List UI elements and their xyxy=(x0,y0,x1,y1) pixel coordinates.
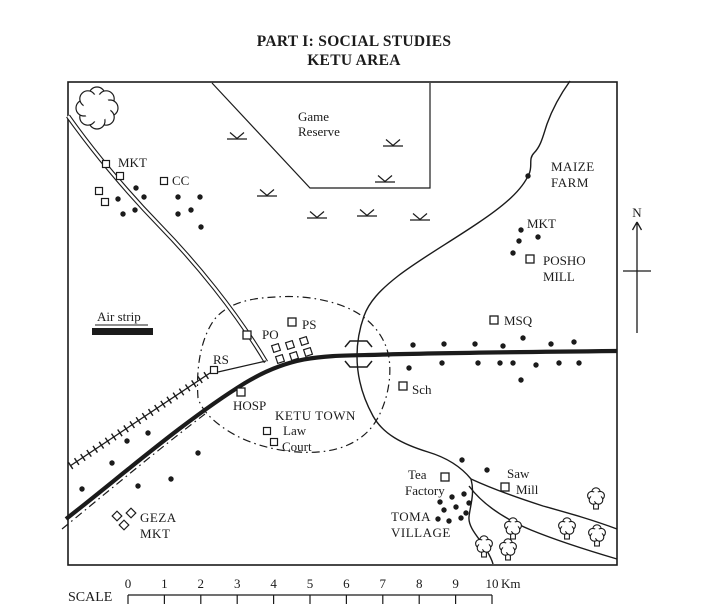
toma-village-label-line1: TOMA xyxy=(391,509,432,524)
swamp-marks xyxy=(227,133,430,221)
scale-tick-1: 1 xyxy=(161,576,168,591)
hut-dot xyxy=(533,362,538,367)
hut-dot xyxy=(133,185,138,190)
hut-dot xyxy=(525,173,530,178)
geza-market-label-line2: MKT xyxy=(140,526,171,541)
maize-farm-label-line2: FARM xyxy=(551,175,589,190)
primary-school-label: PS xyxy=(302,317,317,332)
hut-dot xyxy=(435,516,440,521)
scale-tick-2: 2 xyxy=(197,576,205,591)
hut-dot xyxy=(439,360,444,365)
scale-tick-4: 4 xyxy=(270,576,277,591)
scale-tick-10: 10 xyxy=(485,576,499,591)
tea-factory-label-line2: Factory xyxy=(405,483,445,498)
hut-dot xyxy=(461,491,466,496)
swamp-icon xyxy=(307,212,327,219)
swamp-icon xyxy=(257,190,277,197)
mosque-label: MSQ xyxy=(504,313,533,328)
scale-tick-5: 5 xyxy=(306,576,314,591)
scale-tick-9: 9 xyxy=(452,576,459,591)
swamp-icon xyxy=(383,140,403,147)
maize-farm-label-line1: MAIZE xyxy=(551,159,595,174)
swamp-icon xyxy=(375,176,395,183)
railway-station-square xyxy=(211,367,218,374)
school-label: Sch xyxy=(412,382,432,397)
scale-tick-0: 0 xyxy=(124,576,132,591)
hut-dot xyxy=(518,227,523,232)
hut-dot xyxy=(79,486,84,491)
geza-market-label-line1: GEZA xyxy=(140,510,177,525)
hut-dot xyxy=(472,341,477,346)
hut-dot xyxy=(571,339,576,344)
swamp-icon xyxy=(227,133,247,140)
building-square xyxy=(272,344,281,353)
east-market-label: MKT xyxy=(527,216,556,231)
settlement-dots-east xyxy=(510,173,540,255)
law-court-square xyxy=(264,428,271,435)
hospital-label: HOSP xyxy=(233,398,267,413)
building-square xyxy=(300,337,309,346)
hut-dot xyxy=(197,194,202,199)
building-square xyxy=(102,199,109,206)
law-court-label-line2: Court xyxy=(282,439,312,454)
saw-mill-label-line2: Mill xyxy=(516,482,539,497)
hut-dot xyxy=(175,194,180,199)
scale-label: SCALE xyxy=(68,590,113,605)
building-square xyxy=(290,352,299,361)
market-diamond xyxy=(112,511,122,521)
hut-dot xyxy=(518,377,523,382)
hut-dot xyxy=(497,360,502,365)
game-reserve-label-line2: Reserve xyxy=(298,124,340,139)
hut-dot xyxy=(441,507,446,512)
posho-mill-label-line1: POSHO xyxy=(543,253,586,268)
saw-mill-square xyxy=(501,483,509,491)
forest-icon xyxy=(76,87,118,129)
tree-icon xyxy=(505,518,522,539)
tea-factory-label-line1: Tea xyxy=(408,467,427,482)
saw-mill-label-line1: Saw xyxy=(507,466,530,481)
hut-dot xyxy=(145,430,150,435)
hut-dot xyxy=(466,500,471,505)
hut-dot xyxy=(135,483,140,488)
hut-dot xyxy=(520,335,525,340)
hut-dot xyxy=(195,450,200,455)
scale-tick-6: 6 xyxy=(343,576,350,591)
tree-icon xyxy=(588,488,605,509)
air-strip-runway-icon xyxy=(92,328,153,335)
hut-dot xyxy=(453,504,458,509)
hut-dot xyxy=(124,438,129,443)
scale-bar xyxy=(68,576,521,605)
scale-tick-3: 3 xyxy=(233,576,241,591)
hut-dot xyxy=(437,499,442,504)
ketu-town-label: KETU TOWN xyxy=(275,408,356,423)
hut-dot xyxy=(484,467,489,472)
primary-school-square xyxy=(288,318,296,326)
hut-dot xyxy=(556,360,561,365)
hut-dot xyxy=(510,250,515,255)
tree-icon xyxy=(559,518,576,539)
hut-dot xyxy=(410,342,415,347)
scale-unit: Km xyxy=(501,576,521,591)
feature-labels xyxy=(118,109,595,541)
hut-dot xyxy=(188,207,193,212)
river xyxy=(357,81,617,564)
community-centre-label: CC xyxy=(172,173,190,188)
hut-dot xyxy=(115,196,120,201)
swamp-icon xyxy=(357,210,377,217)
hut-dot xyxy=(449,494,454,499)
post-office-label: PO xyxy=(262,327,279,342)
railway-station-label: RS xyxy=(213,352,229,367)
toma-village-label-line2: VILLAGE xyxy=(391,525,451,540)
page-title-line1: PART I: SOCIAL STUDIES xyxy=(256,33,452,50)
posho-mill-label-line2: MILL xyxy=(543,269,575,284)
tree-icon xyxy=(589,525,606,546)
building-square xyxy=(304,348,313,357)
swamp-icon xyxy=(410,214,430,221)
scale-bar-line xyxy=(128,595,492,604)
hut-dot xyxy=(132,207,137,212)
building-square xyxy=(96,188,103,195)
north-label: N xyxy=(632,205,642,220)
hut-dot xyxy=(510,360,515,365)
law-court-label-line1: Law xyxy=(283,423,307,438)
law-court-square xyxy=(271,439,278,446)
hut-dot xyxy=(120,211,125,216)
posho-mill-square xyxy=(526,255,534,263)
hut-dot xyxy=(516,238,521,243)
market-diamond xyxy=(119,520,129,530)
mosque-square xyxy=(490,316,498,324)
hut-dot xyxy=(175,211,180,216)
scale-tick-8: 8 xyxy=(415,576,423,591)
post-office-square xyxy=(243,331,251,339)
hut-dot xyxy=(475,360,480,365)
page-title-line2: KETU AREA xyxy=(307,52,401,69)
market-diamond xyxy=(126,508,136,518)
river-main xyxy=(357,81,570,479)
building-square xyxy=(103,161,110,168)
community-centre-square xyxy=(161,178,168,185)
hut-dot xyxy=(548,341,553,346)
building-square xyxy=(276,355,285,364)
hut-dot xyxy=(198,224,203,229)
building-square xyxy=(286,341,295,350)
hut-dot xyxy=(109,460,114,465)
north-arrow-icon xyxy=(623,222,651,333)
air-strip xyxy=(92,309,153,335)
settlement-dots-sawmill xyxy=(459,457,489,472)
geza-market-diamonds xyxy=(112,508,136,530)
hut-dot xyxy=(535,234,540,239)
hut-dot xyxy=(406,365,411,370)
hut-dot xyxy=(463,510,468,515)
hut-dot xyxy=(459,457,464,462)
hut-dot xyxy=(500,343,505,348)
nw-market-label: MKT xyxy=(118,155,147,170)
school-square xyxy=(399,382,407,390)
hut-dot xyxy=(441,341,446,346)
game-reserve-label-line1: Game xyxy=(298,109,330,124)
hut-dot xyxy=(458,515,463,520)
hut-dot xyxy=(446,518,451,523)
north-arrow xyxy=(623,205,651,333)
tea-factory-square xyxy=(441,473,449,481)
scale-tick-7: 7 xyxy=(379,576,387,591)
settlement-dots-roadside xyxy=(406,335,581,382)
hut-dot xyxy=(141,194,146,199)
building-square xyxy=(117,173,124,180)
hut-dot xyxy=(168,476,173,481)
hospital-square xyxy=(237,388,245,396)
tree-icon xyxy=(500,539,517,560)
hut-dot xyxy=(576,360,581,365)
air-strip-label: Air strip xyxy=(97,309,141,324)
